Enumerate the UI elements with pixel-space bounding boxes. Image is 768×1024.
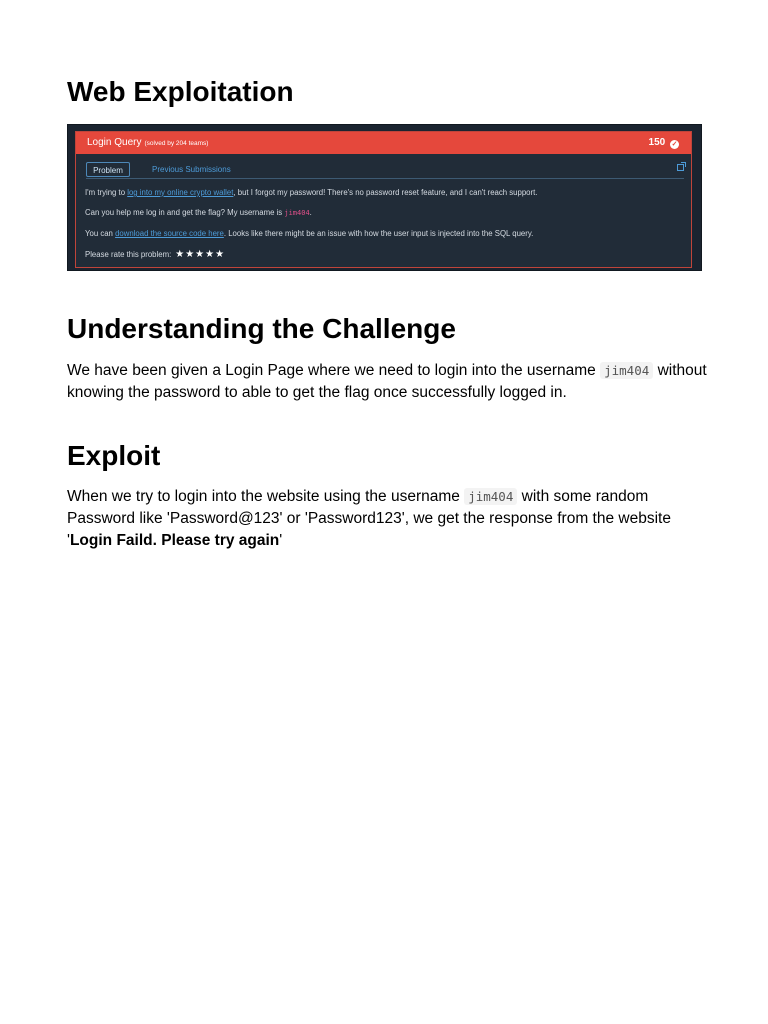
rating-stars[interactable]: ★★★★★ (175, 249, 226, 260)
rating-row: Please rate this problem: ★★★★★ (85, 249, 226, 260)
source-download-link[interactable]: download the source code here (115, 229, 224, 238)
tab-previous-submissions[interactable]: Previous Submissions (152, 165, 231, 174)
check-circle-icon: ✓ (671, 141, 678, 148)
challenge-description-line-2: Can you help me log in and get the flag? My username is jim404. (85, 208, 312, 217)
external-link-icon[interactable] (677, 164, 684, 171)
error-message-text: Login Faild. Please try again (69, 532, 280, 549)
challenge-header (76, 132, 691, 154)
username-inline-code: jim404 (464, 488, 517, 505)
understanding-paragraph: We have been given a Login Page where we need to login into the username jim404 without knowing the password to able to get the flag once successfully logged in. (67, 362, 707, 401)
wallet-link[interactable]: log into my online crypto wallet (127, 188, 234, 197)
challenge-tabs (86, 162, 684, 179)
username-inline-code: jim404 (600, 362, 653, 379)
exploit-paragraph: When we try to login into the website using the username jim404 with some random Password like 'Password@123' or 'Password123', we get the response from the website 'Login Faild. Please try again' (67, 488, 671, 549)
challenge-description-line-1: I'm trying to log into my online crypto wallet, but I forgot my password! There's no password reset feature, and I can't reach support. (85, 188, 538, 197)
challenge-points: 150 ✓ (648, 137, 678, 148)
challenge-card (75, 131, 692, 268)
section-heading-web-exploitation: Web Exploitation (67, 76, 294, 107)
tab-problem[interactable]: Problem (86, 162, 130, 177)
section-heading-exploit: Exploit (67, 440, 161, 471)
solved-count: (solved by 204 teams) (144, 140, 209, 147)
username-code: jim404 (284, 209, 310, 217)
challenge-title: Login Query (solved by 204 teams) (87, 137, 209, 148)
challenge-screenshot (67, 124, 702, 271)
challenge-description-line-3: You can download the source code here. Looks like there might be an issue with how the user input is injected into the SQL query. (85, 229, 534, 238)
section-heading-understanding: Understanding the Challenge (67, 313, 456, 344)
